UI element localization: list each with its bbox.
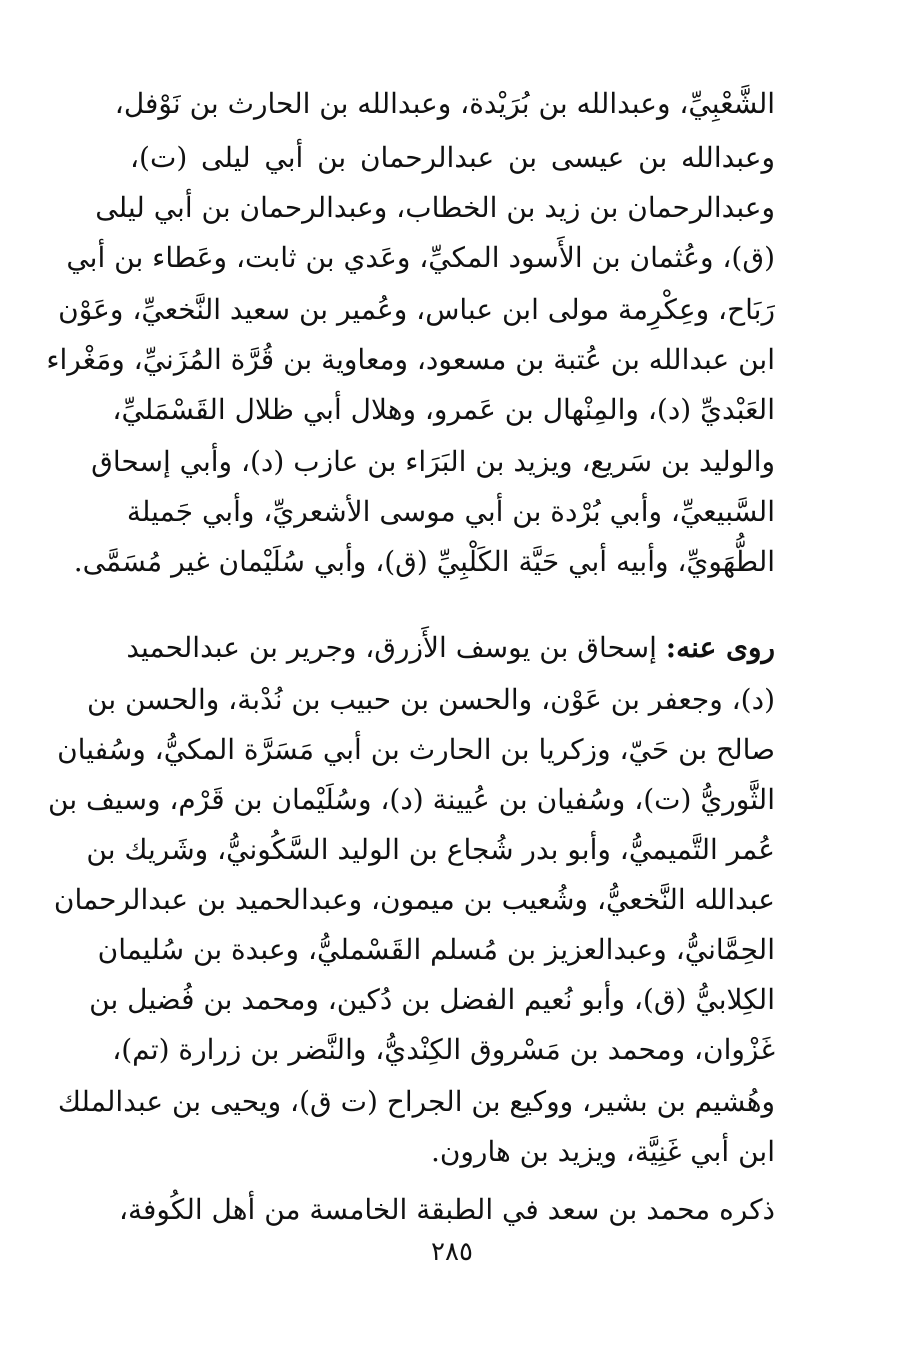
text-line: عُمر التَّميميُّ، وأبو بدر شُجاع بن الوليد السَّكُونيُّ، وشَريك بن — [86, 833, 775, 866]
text-line: صالح بن حَيّ، وزكريا بن الحارث بن أبي مَسَرَّة المكيُّ، وسُفيان — [57, 733, 775, 766]
text-line: رَبَاح، وعِكْرِمة مولى ابن عباس، وعُمير بن سعيد النَّخعيِّ، وعَوْن — [58, 293, 775, 326]
text-line: الشَّعْبِيِّ، وعبدالله بن بُرَيْدة، وعبدالله بن الحارث بن نَوْفل، — [114, 87, 775, 120]
text-span: إسحاق بن يوسف الأَزرق، وجرير بن عبدالحميد — [126, 631, 666, 664]
text-line: ذكره محمد بن سعد في الطبقة الخامسة من أهل الكُوفة، — [118, 1193, 775, 1226]
text-line: غَزْوان، ومحمد بن مَسْروق الكِنْديُّ، والنَّضر بن زرارة (تم)، — [112, 1033, 775, 1066]
text-line: وهُشيم بن بشير، ووكيع بن الجراح (ت ق)، ويحيى بن عبدالملك — [57, 1085, 775, 1118]
text-line: العَبْديِّ (د)، والمِنْهال بن عَمرو، وهلال أبي ظلال القَسْمَليِّ، — [112, 393, 775, 426]
text-line: عبدالله النَّخعيُّ، وشُعيب بن ميمون، وعبدالحميد بن عبدالرحمان — [53, 883, 775, 916]
page-number: ٢٨٥ — [431, 1237, 473, 1267]
text-line: وعبدالرحمان بن زيد بن الخطاب، وعبدالرحمان بن أبي ليلى — [95, 191, 775, 224]
text-line: ابن أبي غَنِيَّة، ويزيد بن هارون. — [430, 1135, 775, 1168]
narrators-heading: روى عنه: — [665, 631, 775, 664]
text-line: (د)، وجعفر بن عَوْن، والحسن بن حبيب بن نُدْبة، والحسن بن — [87, 683, 775, 716]
text-line: الحِمَّانيُّ، وعبدالعزيز بن مُسلم القَسْمليُّ، وعبدة بن سُليمان — [97, 933, 775, 966]
text-line: الطُّهَويِّ، وأبيه أبي حَيَّة الكَلْبِيِّ (ق)، وأبي سُلَيْمان غير مُسَمَّى. — [73, 545, 775, 578]
text-line: (ق)، وعُثمان بن الأَسود المكيِّ، وعَدي بن ثابت، وعَطاء بن أبي — [66, 241, 775, 274]
text-line — [126, 628, 775, 668]
text-line: الثَّوريُّ (ت)، وسُفيان بن عُيينة (د)، وسُلَيْمان بن قَرْم، وسيف بن — [48, 783, 775, 816]
text-line: السَّبيعيِّ، وأبي بُرْدة بن أبي موسى الأشعريِّ، وأبي جَميلة — [126, 495, 775, 528]
text-line: ابن عبدالله بن عُتبة بن مسعود، ومعاوية بن قُرَّة المُزَنيِّ، ومَغْراء — [46, 343, 775, 376]
text-line: والوليد بن سَريع، ويزيد بن البَرَاء بن عازب (د)، وأبي إسحاق — [91, 445, 775, 478]
text-line: وعبدالله بن عيسى بن عبدالرحمان بن أبي ليلى (ت)، — [130, 141, 775, 174]
text-line: الكِلابيُّ (ق)، وأبو نُعيم الفضل بن دُكين، ومحمد بن فُضيل بن — [89, 983, 775, 1016]
